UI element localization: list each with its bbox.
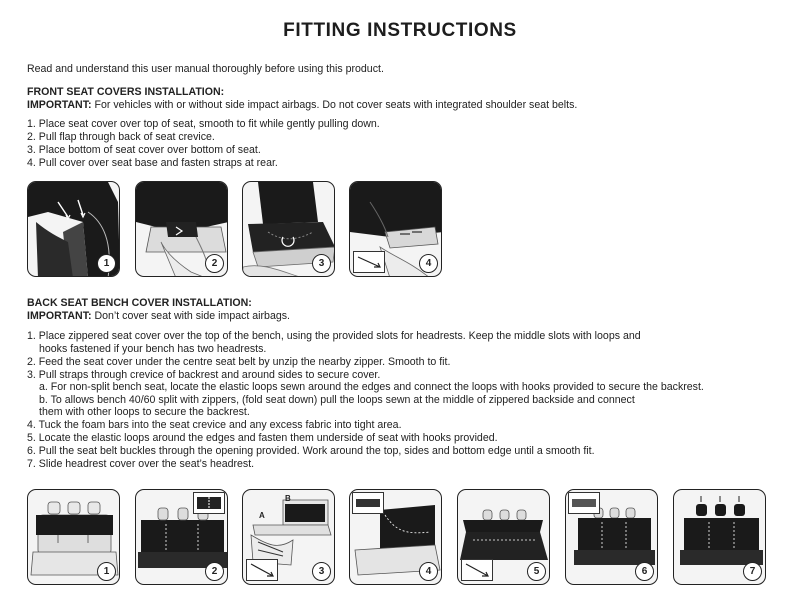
back-figure-3-label-b: B	[285, 494, 291, 503]
back-step-1: 1. Place zippered seat cover over the top of the bench, using the provided slots for headrests. Keep the middle slots with loops and	[27, 330, 641, 342]
back-figure-5-number: 5	[527, 562, 546, 581]
back-figure-4-inset	[352, 492, 384, 514]
front-figure-3-number: 3	[312, 254, 331, 273]
front-step-3: 3. Place bottom of seat cover over bottom of seat.	[27, 144, 261, 156]
back-step-7: 7. Slide headrest cover over the seat’s headrest.	[27, 458, 255, 470]
back-figure-7-number: 7	[743, 562, 762, 581]
back-step-1-cont: hooks fastened if your bench has two headrests.	[39, 343, 267, 355]
front-step-2: 2. Pull flap through back of seat crevice.	[27, 131, 215, 143]
front-important-label: IMPORTANT:	[27, 99, 92, 111]
front-figure-2-number: 2	[205, 254, 224, 273]
front-figure-3	[242, 181, 335, 277]
back-figure-1	[27, 489, 120, 585]
back-figure-2-number: 2	[205, 562, 224, 581]
back-step-3b: b. To allows bench 40/60 split with zippers, (fold seat down) pull the loops sewn at the middle of zippered backside and connect	[39, 394, 635, 406]
back-figure-6-inset	[568, 492, 600, 514]
back-figure-1-number: 1	[97, 562, 116, 581]
back-figure-3-inset	[246, 559, 278, 581]
back-figure-6	[565, 489, 658, 585]
front-heading: FRONT SEAT COVERS INSTALLATION:	[27, 86, 225, 98]
back-step-4: 4. Tuck the foam bars into the seat crevice and any excess fabric into tight area.	[27, 419, 402, 431]
back-figure-5	[457, 489, 550, 585]
front-step-4: 4. Pull cover over seat base and fasten straps at rear.	[27, 157, 278, 169]
back-important-label: IMPORTANT:	[27, 310, 92, 322]
back-figure-6-number: 6	[635, 562, 654, 581]
back-figure-3	[242, 489, 335, 585]
back-important-text: Don’t cover seat with side impact airbags.	[91, 310, 290, 322]
back-figure-3-number: 3	[312, 562, 331, 581]
back-figure-3-label-a: A	[259, 511, 265, 520]
back-step-2: 2. Feed the seat cover under the centre seat belt by unzip the nearby zipper. Smooth to fit.	[27, 356, 451, 368]
front-figure-4-number: 4	[419, 254, 438, 273]
front-important-text: For vehicles with or without side impact airbags. Do not cover seats with integrated shoulder seat belts.	[91, 99, 578, 111]
intro-text: Read and understand this user manual thoroughly before using this product.	[27, 63, 384, 75]
front-figure-1	[27, 181, 120, 277]
front-figure-1-number: 1	[97, 254, 116, 273]
back-step-3b-cont: them with other loops to secure the backrest.	[39, 406, 250, 418]
front-figure-4	[349, 181, 442, 277]
back-figure-2	[135, 489, 228, 585]
back-figure-2-inset	[193, 492, 225, 514]
back-figure-4	[349, 489, 442, 585]
back-step-5: 5. Locate the elastic loops around the edges and fasten them underside of seat with hooks provided.	[27, 432, 498, 444]
back-step-6: 6. Pull the seat belt buckles through the opening provided. Work around the top, sides and bottom edge until a smooth fit.	[27, 445, 595, 457]
back-heading: BACK SEAT BENCH COVER INSTALLATION:	[27, 297, 252, 309]
front-step-1: 1. Place seat cover over top of seat, smooth to fit while gently pulling down.	[27, 118, 380, 130]
back-important	[27, 310, 290, 323]
back-figure-4-number: 4	[419, 562, 438, 581]
back-step-3a: a. For non-split bench seat, locate the elastic loops sewn around the edges and connect the loops with hooks provided to secure the backrest.	[39, 381, 704, 393]
page-title: FITTING INSTRUCTIONS	[283, 20, 517, 41]
back-figure-7	[673, 489, 766, 585]
back-figure-5-inset	[461, 559, 493, 581]
back-step-3: 3. Pull straps through crevice of backrest and around sides to secure cover.	[27, 369, 381, 381]
front-figure-4-inset	[353, 251, 385, 273]
front-figure-2	[135, 181, 228, 277]
front-important	[27, 99, 577, 112]
